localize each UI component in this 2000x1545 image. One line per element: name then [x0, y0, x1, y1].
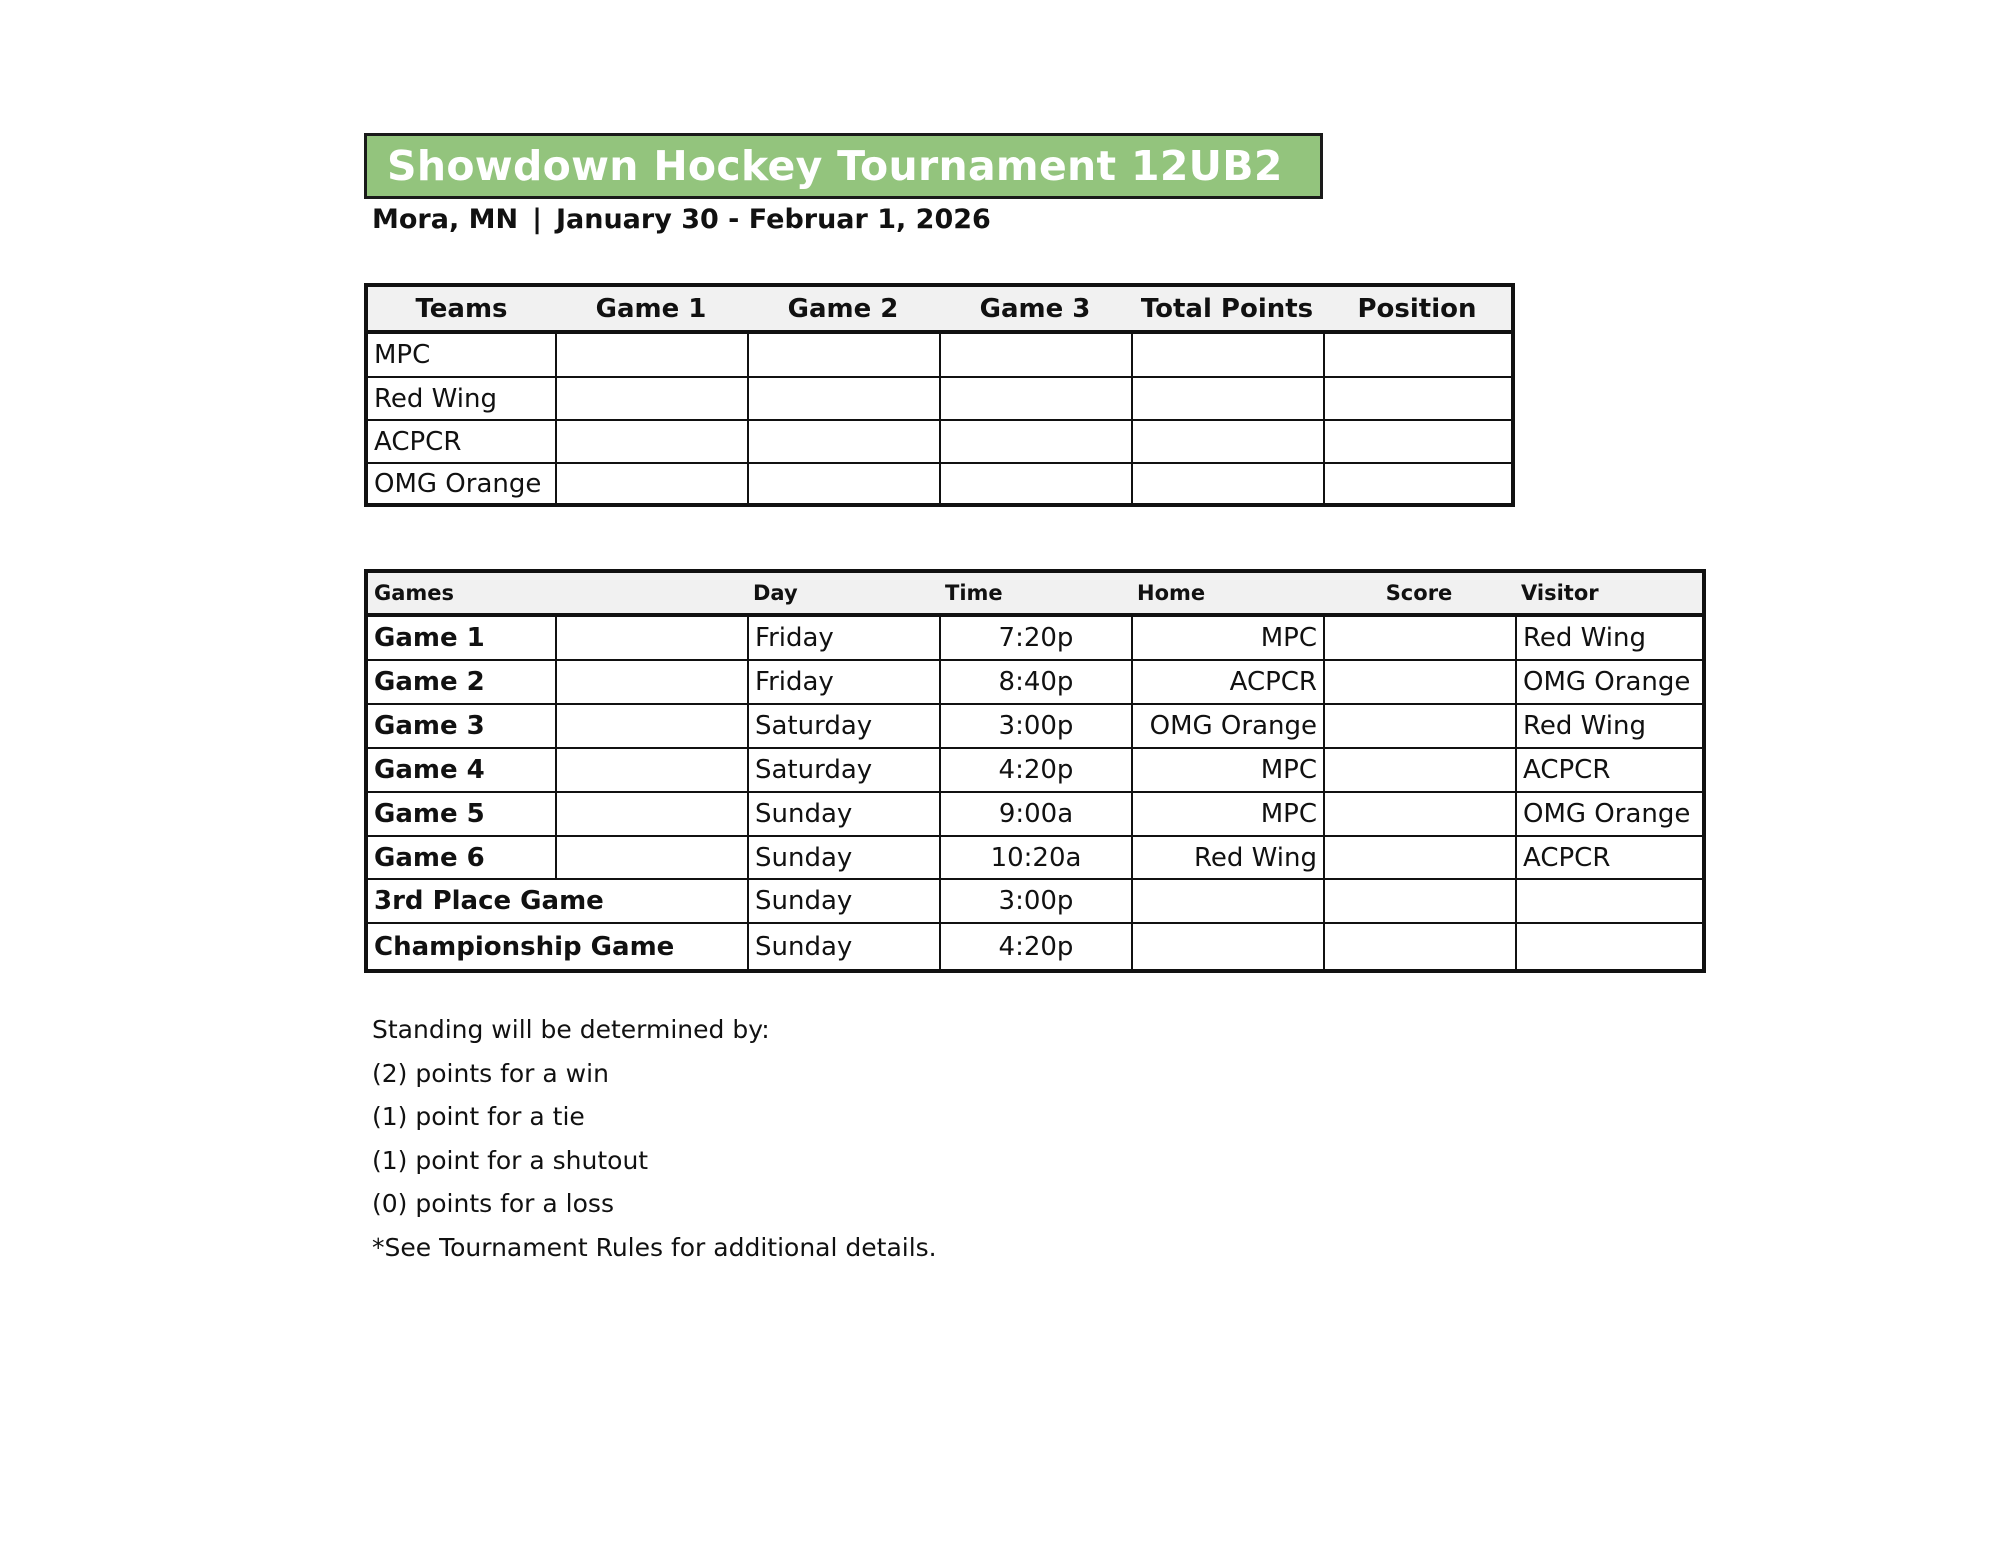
- home-team[interactable]: [1131, 880, 1323, 922]
- game-label: Game 3: [374, 711, 485, 741]
- header-game-3: Game 3: [979, 293, 1091, 324]
- total-points[interactable]: [1131, 334, 1323, 376]
- visitor-team: ACPCR: [1515, 749, 1702, 791]
- game-extra-cell[interactable]: [555, 705, 747, 747]
- header-game-2: Game 2: [787, 293, 899, 324]
- scoring-notes: [372, 1015, 937, 1276]
- schedule-row: [368, 749, 1702, 793]
- team-name: OMG Orange: [374, 468, 542, 499]
- visitor-team: Red Wing: [1515, 705, 1702, 747]
- game-day: Sunday: [747, 837, 939, 878]
- schedule-row: [368, 705, 1702, 749]
- visitor-team: OMG Orange: [1515, 661, 1702, 703]
- schedule-row: [368, 837, 1702, 880]
- team-name: MPC: [374, 340, 431, 370]
- rule-item: (1) point for a shutout: [372, 1145, 649, 1175]
- position[interactable]: [1323, 464, 1511, 503]
- visitor-team[interactable]: [1515, 924, 1702, 969]
- rule-item: (2) points for a win: [372, 1058, 609, 1088]
- score[interactable]: [1323, 924, 1515, 969]
- game-2-points[interactable]: [747, 334, 939, 376]
- game-time: 9:00a: [939, 793, 1131, 835]
- schedule-table: [364, 569, 1706, 973]
- game-3-points[interactable]: [939, 421, 1131, 462]
- score[interactable]: [1323, 880, 1515, 922]
- standings-table: [364, 283, 1515, 507]
- notes-footnote: *See Tournament Rules for additional details.: [372, 1232, 937, 1262]
- header-game-1: Game 1: [595, 293, 707, 324]
- total-points[interactable]: [1131, 464, 1323, 503]
- home-team: MPC: [1131, 749, 1323, 791]
- game-label: Game 2: [374, 667, 485, 697]
- standings-header-row: [368, 287, 1511, 334]
- game-label: Game 6: [374, 842, 485, 873]
- game-extra-cell[interactable]: [555, 661, 747, 703]
- score[interactable]: [1323, 749, 1515, 791]
- total-points[interactable]: [1131, 378, 1323, 419]
- game-label: Championship Game: [374, 931, 675, 962]
- total-points[interactable]: [1131, 421, 1323, 462]
- position[interactable]: [1323, 421, 1511, 462]
- position[interactable]: [1323, 334, 1511, 376]
- home-team: MPC: [1131, 617, 1323, 659]
- home-team: Red Wing: [1131, 837, 1323, 878]
- header-visitor: Visitor: [1521, 581, 1599, 605]
- score[interactable]: [1323, 793, 1515, 835]
- game-label: Game 1: [374, 623, 485, 653]
- game-1-points[interactable]: [555, 464, 747, 503]
- standings-row: [368, 421, 1511, 464]
- header-home: Home: [1137, 581, 1206, 605]
- header-score: Score: [1385, 581, 1453, 605]
- schedule-header-row: [368, 573, 1702, 617]
- game-label: 3rd Place Game: [374, 886, 604, 916]
- schedule-row: [368, 924, 1702, 969]
- game-time: 7:20p: [939, 617, 1131, 659]
- game-time: 4:20p: [939, 924, 1131, 969]
- score[interactable]: [1323, 617, 1515, 659]
- game-time: 3:00p: [939, 705, 1131, 747]
- game-2-points[interactable]: [747, 421, 939, 462]
- home-team[interactable]: [1131, 924, 1323, 969]
- home-team: MPC: [1131, 793, 1323, 835]
- game-1-points[interactable]: [555, 421, 747, 462]
- home-team: OMG Orange: [1131, 705, 1323, 747]
- game-day: Sunday: [747, 793, 939, 835]
- game-time: 4:20p: [939, 749, 1131, 791]
- game-time: 8:40p: [939, 661, 1131, 703]
- game-time: 3:00p: [939, 880, 1131, 922]
- header-day: Day: [753, 581, 798, 605]
- game-day: Saturday: [747, 749, 939, 791]
- game-3-points[interactable]: [939, 378, 1131, 419]
- rule-item: (0) points for a loss: [372, 1189, 614, 1218]
- game-day: Sunday: [747, 924, 939, 969]
- game-day: Saturday: [747, 705, 939, 747]
- game-extra-cell[interactable]: [555, 837, 747, 878]
- game-2-points[interactable]: [747, 378, 939, 419]
- game-label: Game 5: [374, 799, 485, 829]
- header-teams: Teams: [415, 293, 508, 324]
- visitor-team[interactable]: [1515, 880, 1702, 922]
- standings-row: [368, 334, 1511, 378]
- standings-row: [368, 464, 1511, 503]
- header-total-points: Total Points: [1140, 293, 1314, 324]
- rule-item: (1) point for a tie: [372, 1102, 585, 1131]
- game-day: Friday: [747, 617, 939, 659]
- game-3-points[interactable]: [939, 334, 1131, 376]
- visitor-team: ACPCR: [1515, 837, 1702, 878]
- game-day: Friday: [747, 661, 939, 703]
- score[interactable]: [1323, 837, 1515, 878]
- notes-heading: Standing will be determined by:: [372, 1015, 770, 1044]
- schedule-row: [368, 793, 1702, 837]
- game-extra-cell[interactable]: [555, 617, 747, 659]
- team-name: ACPCR: [374, 426, 462, 457]
- schedule-row: [368, 617, 1702, 661]
- game-extra-cell[interactable]: [555, 793, 747, 835]
- visitor-team: OMG Orange: [1515, 793, 1702, 835]
- position[interactable]: [1323, 378, 1511, 419]
- game-day: Sunday: [747, 880, 939, 922]
- standings-row: [368, 378, 1511, 421]
- home-team: ACPCR: [1131, 661, 1323, 703]
- header-position: Position: [1357, 293, 1477, 324]
- game-2-points[interactable]: [747, 464, 939, 503]
- title-banner: [364, 133, 1323, 199]
- game-1-points[interactable]: [555, 378, 747, 419]
- separator: |: [532, 204, 542, 235]
- header-time: Time: [945, 581, 1003, 605]
- header-games: Games: [374, 581, 455, 605]
- team-name: Red Wing: [374, 383, 498, 414]
- game-extra-cell[interactable]: [555, 749, 747, 791]
- game-3-points[interactable]: [939, 464, 1131, 503]
- schedule-row: [368, 661, 1702, 705]
- event-location: Mora, MN: [372, 204, 519, 235]
- schedule-row: [368, 880, 1702, 924]
- game-time: 10:20a: [939, 837, 1131, 878]
- visitor-team: Red Wing: [1515, 617, 1702, 659]
- event-dates: January 30 - Februar 1, 2026: [555, 204, 991, 235]
- game-1-points[interactable]: [555, 334, 747, 376]
- game-label: Game 4: [374, 755, 485, 785]
- event-details: [372, 204, 991, 235]
- tournament-title: Showdown Hockey Tournament 12UB2: [387, 142, 1283, 190]
- score[interactable]: [1323, 661, 1515, 703]
- score[interactable]: [1323, 705, 1515, 747]
